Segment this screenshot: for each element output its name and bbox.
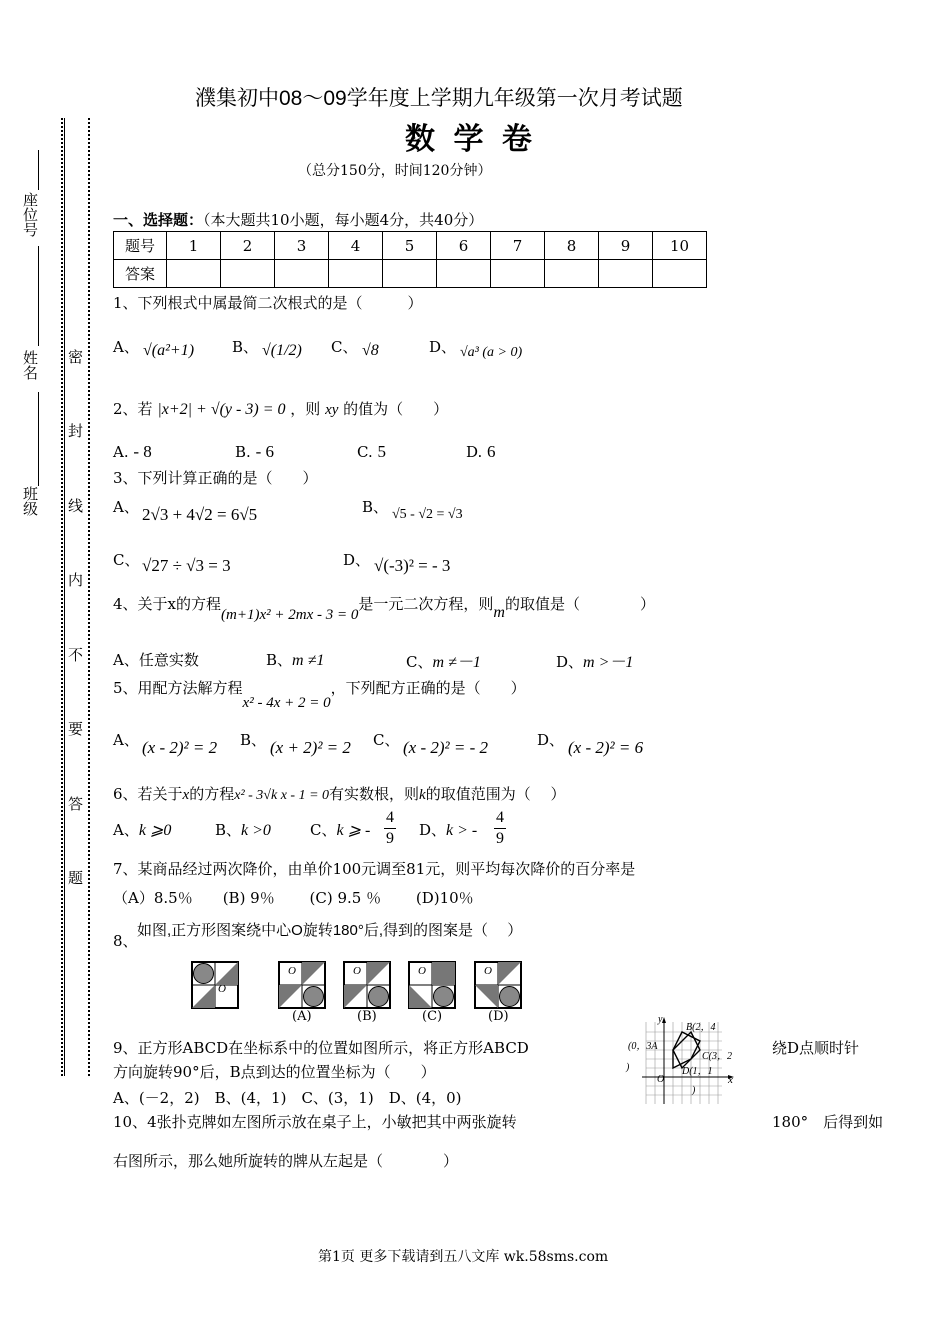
q6-stem: 6、若关于x的方程x² - 3√k x - 1 = 0有实数根，则k的取值范围为（ ）	[113, 785, 566, 803]
q8-option-c-figure	[408, 961, 456, 1024]
answer-cell[interactable]	[437, 260, 491, 288]
q2-option-a: A. - 8	[113, 442, 152, 461]
table-cell: 1	[167, 232, 221, 260]
q8-original-figure	[191, 961, 239, 1013]
seal-char: 封	[68, 422, 84, 440]
table-cell: 10	[653, 232, 707, 260]
seal-char: 题	[68, 869, 84, 887]
class-label: 班级	[21, 486, 39, 516]
answer-cell[interactable]	[653, 260, 707, 288]
q8-center-label: O	[418, 965, 426, 977]
q8-stem: 如图,正方形图案绕中心O旋转180°后,得到的图案是（ ）	[137, 922, 523, 939]
q10-stem-line1: 10、4张扑克牌如左图所示放在桌子上，小敏把其中两张旋转	[113, 1113, 517, 1131]
q1-option-a: A、	[113, 338, 139, 356]
exam-title: 濮集初中08～09学年度上学期九年级第一次月考试题	[195, 87, 683, 110]
q9-paren-label: )	[626, 1062, 630, 1073]
q1-c-expr: √8	[362, 342, 379, 359]
q9-stem-line1: 9、正方形ABCD在坐标系中的位置如图所示，将正方形ABCD	[113, 1039, 529, 1057]
answer-cell[interactable]	[221, 260, 275, 288]
q1-option-c: C、	[331, 338, 358, 356]
q3-a-expr: 2√3 + 4√2 = 6√5	[142, 505, 258, 524]
q4-option-c: C、m ≠－1	[406, 653, 481, 671]
subject-title: 数 学 卷	[405, 122, 536, 157]
q8-option-a-figure	[278, 961, 326, 1024]
q7-stem: 7、某商品经过两次降价，由单价100元调至81元，则平均每次降价的百分率是	[113, 860, 636, 878]
section-note: （本大题共10小题，每小题4分，共40分）	[203, 211, 484, 229]
answer-cell[interactable]	[491, 260, 545, 288]
q8-option-b-figure	[343, 961, 391, 1024]
q8-label-d: (D)	[488, 1009, 509, 1024]
q9-paren-label: )	[692, 1085, 696, 1096]
table-cell: 7	[491, 232, 545, 260]
q9-x-label: x	[728, 1074, 733, 1086]
q1-option-b: B、	[232, 338, 259, 356]
page-footer: 第1页 更多下载请到五八文库 wk.58sms.com	[318, 1249, 609, 1265]
q5-d-expr: (x - 2)² = 6	[568, 738, 644, 757]
binding-line-left-b	[64, 118, 65, 1076]
q10-stem-line2: 右图所示，那么她所旋转的牌从左起是（ ）	[113, 1152, 459, 1170]
q4-option-b: B、m ≠1	[266, 651, 325, 669]
answer-table	[113, 231, 707, 288]
section-heading	[113, 209, 483, 230]
q5-option-d: D、	[537, 731, 565, 749]
q9-d-label: D(1，1	[682, 1066, 713, 1077]
q1-a-expr: √(a²+1)	[143, 342, 195, 359]
q6-option-b: B、k >0	[215, 821, 271, 839]
seal-char: 要	[68, 720, 84, 738]
q9-origin-label: O	[657, 1074, 665, 1085]
seat-label: 座位号	[21, 192, 39, 237]
table-cell: 2	[221, 232, 275, 260]
q6-c-fraction: 4 9	[386, 809, 394, 847]
q9-stem-line2: 方向旋转90°后，B点到达的位置坐标为（ ）	[113, 1063, 436, 1081]
table-cell: 3	[275, 232, 329, 260]
seat-line-2	[38, 246, 39, 346]
q10-stem-right: 180° 后得到如	[772, 1113, 884, 1131]
table-cell: 题号	[114, 232, 167, 260]
seal-char: 密	[68, 348, 84, 366]
q4-option-a: A、任意实数	[113, 651, 199, 669]
q3-option-b: B、	[362, 498, 389, 516]
q9-y-label: y	[658, 1014, 663, 1025]
table-cell: 9	[599, 232, 653, 260]
q3-stem: 3、下列计算正确的是（ ）	[113, 469, 318, 487]
table-cell: 5	[383, 232, 437, 260]
q8-number: 8、	[113, 932, 138, 950]
square-pattern-icon	[191, 961, 239, 1009]
q8-label-a: (A)	[292, 1009, 312, 1024]
table-cell: 6	[437, 232, 491, 260]
square-pattern-icon	[343, 961, 391, 1009]
q5-option-c: C、	[373, 731, 400, 749]
table-cell: 8	[545, 232, 599, 260]
square-pattern-icon	[408, 961, 456, 1009]
q9-a-label: (0，3A	[628, 1041, 658, 1052]
q6-d-fraction: 4 9	[496, 809, 504, 847]
square-pattern-icon	[474, 961, 522, 1009]
q7-options: （A）8.5％ (B) 9％ (C) 9.5 ％ (D)10％	[113, 889, 474, 907]
q9-c-label: C(3，2	[702, 1051, 732, 1062]
q2-option-b: B. - 6	[235, 442, 274, 461]
q9-b-label: B(2，4	[686, 1022, 716, 1033]
answer-cell[interactable]	[545, 260, 599, 288]
q5-option-a: A、	[113, 731, 139, 749]
q8-label-b: (B)	[357, 1009, 377, 1024]
q2-xy: xy	[325, 402, 339, 418]
exam-subtitle: （总分150分，时间120分钟）	[298, 163, 492, 179]
q5-stem: 5、用配方法解方程x² - 4x + 2 = 0，下列配方正确的是（ ）	[113, 679, 526, 711]
q6-option-a: A、k ⩾0	[113, 821, 172, 839]
q1-stem: 1、下列根式中属最简二次根式的是（ ）	[113, 294, 423, 312]
square-pattern-icon	[278, 961, 326, 1009]
answer-cell[interactable]	[599, 260, 653, 288]
q6-option-c: C、k ⩾ -	[310, 821, 371, 839]
q3-option-a: A、	[113, 498, 139, 516]
q1-option-d: D、	[429, 338, 457, 356]
q8-option-d-figure	[474, 961, 522, 1024]
q3-c-expr: √27 ÷ √3 = 3	[142, 556, 231, 575]
table-row	[114, 232, 707, 260]
q9-coordinate-figure	[622, 1014, 742, 1106]
table-cell: 答案	[114, 260, 167, 288]
q5-c-expr: (x - 2)² = - 2	[403, 738, 489, 757]
q3-option-c: C、	[113, 551, 140, 569]
seal-char: 不	[68, 646, 84, 664]
section-title: 一、选择题：	[113, 211, 204, 229]
seal-char: 内	[68, 571, 84, 589]
q8-center-label: O	[353, 965, 361, 977]
binding-line-left	[61, 118, 63, 1076]
seal-char: 答	[68, 795, 84, 813]
q1-b-expr: √(1/2)	[262, 342, 302, 359]
binding-line-right	[88, 118, 90, 1076]
q2-stem	[113, 398, 448, 419]
q5-a-expr: (x - 2)² = 2	[142, 738, 218, 757]
name-line	[38, 392, 39, 486]
q5-expr: x² - 4x + 2 = 0	[242, 695, 331, 711]
q2-stem-post: ，则	[290, 400, 321, 418]
answer-cell[interactable]	[275, 260, 329, 288]
q2-option-c: C. 5	[357, 442, 386, 461]
seal-char: 线	[68, 497, 84, 515]
q9-options: A、(－2，2) B、(4，1) C、(3，1) D、(4，0)	[113, 1089, 462, 1107]
table-cell: 4	[329, 232, 383, 260]
q2-stem-end: 的值为（ ）	[343, 400, 449, 418]
q4-option-d: D、m >－1	[556, 653, 634, 671]
q8-center-label: O	[484, 965, 492, 977]
q6-option-d: D、k > -	[419, 821, 478, 839]
q4-expr: (m+1)x² + 2mx - 3 = 0	[221, 607, 359, 623]
q1-d-expr: √a³ (a > 0)	[460, 345, 523, 360]
q3-d-expr: √(-3)² = - 3	[374, 556, 451, 575]
answer-cell[interactable]	[167, 260, 221, 288]
q4-stem: 4、关于x的方程(m+1)x² + 2mx - 3 = 0是一元二次方程，则m的取值是（ ）	[113, 595, 655, 623]
q5-option-b: B、	[240, 731, 267, 749]
q2-stem-pre: 2、若	[113, 400, 153, 418]
q8-label-c: (C)	[422, 1009, 443, 1024]
q6-expr: x² - 3√k x - 1 = 0	[234, 788, 330, 803]
q2-expr: |x+2| + √(y - 3) = 0	[157, 401, 286, 418]
answer-cell[interactable]	[383, 260, 437, 288]
seat-line	[38, 150, 39, 190]
q8-center-label: O	[288, 965, 296, 977]
name-label: 姓名	[21, 350, 39, 380]
q3-b-expr: √5 - √2 = √3	[392, 507, 463, 522]
q9-stem-right: 绕D点顺时针	[772, 1039, 860, 1057]
q3-option-d: D、	[343, 551, 371, 569]
table-row	[114, 260, 707, 288]
q5-b-expr: (x + 2)² = 2	[270, 738, 351, 757]
q2-option-d: D. 6	[466, 442, 496, 461]
answer-cell[interactable]	[329, 260, 383, 288]
q8-center-label: O	[218, 983, 226, 995]
